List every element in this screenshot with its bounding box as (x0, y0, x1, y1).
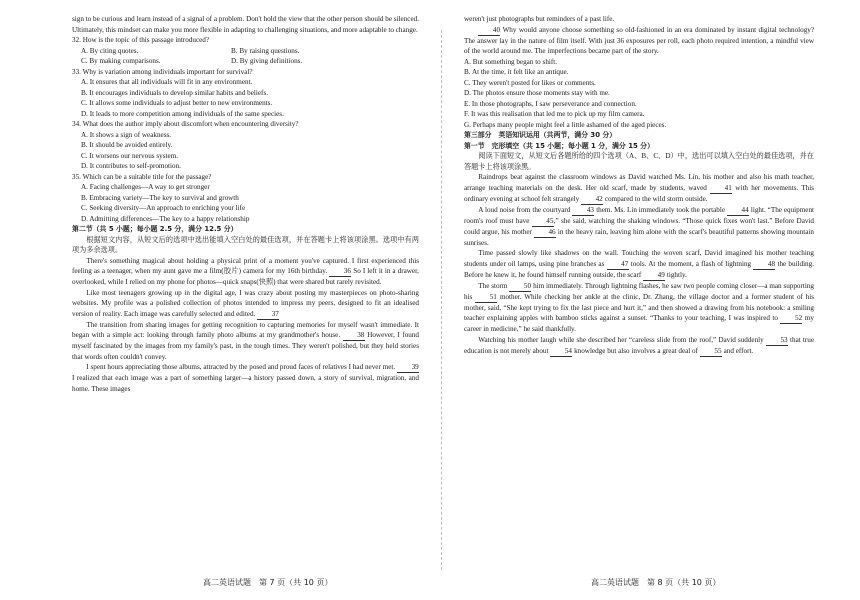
option: C. By making comparisons. (81, 57, 161, 65)
option: D. By giving definitions. (231, 57, 303, 65)
option: C. It worsens our nervous system. (81, 151, 178, 160)
option-f: F. It was this realisation that led me to pick up my film camera. (464, 110, 645, 118)
blank-48: 48 (753, 260, 775, 270)
option: C. It allows some individuals to adjust better to new environments. (81, 99, 273, 107)
left-column (72, 14, 419, 394)
blank-41: 41 (710, 184, 732, 194)
passage-paragraph: I spent hours appreciating those albums, attracted by the posed and proud faces of relatives I had never met. 39 I realized that each image was a part of something larger—a history passed down, a story of survival, migration, and home. These images (72, 363, 419, 393)
option: D. Admitting differences—The key to a happy relationship (81, 214, 250, 223)
option-e: E. In those photographs, I saw perseverance and connection. (464, 99, 637, 108)
blank-39: 39 (397, 363, 419, 373)
blank-55: 55 (700, 347, 722, 357)
section-1-instructions: 阅读下面短文，从短文后各题所给的四个选项（A、B、C、D）中，选出可以填入空白处的最佳选项，并在答题卡上将该项涂黑。 (464, 152, 814, 171)
cloze-paragraph: Time passed slowly like shadows on the wall. Touching the woven scarf, David imagined his mother teaching students under oil lamps, using pine branches as 47 tools. At the moment, a flash of lightning 48 the building. Before he knew it, he found himself running outside, the scarf 49 tightly. (464, 249, 814, 279)
blank-43: 43 (572, 206, 594, 216)
passage-continuation: sign to be curious and learn instead of a signal of a problem. Don't hold the view that the other person should be silenced. Ultimately, this mindset can make you more flexible in adapting to challenging situations, and more adaptable to change. (72, 15, 419, 34)
question-32: 32. How is the topic of this passage introduced? (72, 36, 210, 44)
blank-45: 45 (532, 217, 554, 227)
blank-44: 44 (727, 206, 749, 216)
blank-51: 51 (475, 293, 497, 303)
section-2-instructions: 根据短文内容，从短文后的选项中选出能填入空白处的最佳选项，并在答题卡上将该项涂黑。选项中有两项为多余选项。 (72, 235, 419, 254)
cloze-paragraph: Raindrops beat against the classroom windows as David watched Ms. Lin, his mother and also his math teacher, arrange teaching materials on the desk. Her old scarf, made by students, waved 41 with her movements. This ordinary evening at school felt strangely 42 compared to the wild storm outside. (464, 173, 814, 203)
option: B. It should be avoided entirely. (81, 141, 173, 149)
part-3-title: 第三部分 英语知识运用（共两节，满分 30 分） (464, 131, 617, 139)
page-footer-right: 高二英语试题 第 8 页（共 10 页） (591, 578, 721, 587)
passage-continuation: weren't just photographs but reminders of a past life. (464, 15, 615, 23)
question-33: 33. Why is variation among individuals important for survival? (72, 67, 253, 76)
question-35: 35. Which can be a suitable title for the passage? (72, 172, 212, 181)
option-b: B. At the time, it felt like an antique. (464, 68, 569, 76)
question-34: 34. What does the author imply about discomfort when encountering diversity? (72, 120, 299, 128)
blank-47: 47 (607, 260, 629, 270)
option-g: G. Perhaps many people might feel a little ashamed of the aged pieces. (464, 120, 667, 129)
option: A. It ensures that all individuals will fit in any environment. (81, 78, 253, 86)
passage-paragraph: 40 Why would anyone choose something so old-fashioned in an era dominated by instant digital technology? The answer lay in the nature of film itself. With just 36 exposures per roll, each photo required intention, a mindful view of the world around me. The imperfections became part of the story. (464, 25, 815, 55)
passage-paragraph: There's something magical about holding a physical print of a moment you've captured. I first experienced this feeling as a teenager, when my aunt gave me a film(胶片) camera for my 16th birthday. 36 So I left it in a drawer, overlooked, while I relied on my phone for photos—quick snaps(快照) that were shared but rarely revisited. (72, 256, 419, 286)
section-1-title: 第一节 完形填空（共 15 小题；每小题 1 分，满分 15 分） (464, 141, 654, 150)
cloze-paragraph: Watching his mother laugh while she described her “careless slide from the roof,” David suddenly 53 that true education is not merely about 54 knowledge but also involves a great deal of 55 and effort. (464, 335, 814, 355)
option-c: C. They weren't posted for likes or comments. (464, 78, 596, 87)
option-d: D. The photos ensure those moments stay with me. (464, 89, 610, 97)
passage-paragraph: The transition from sharing images for getting recognition to capturing memories for myself wasn't immediate. It began with a simple act: looking through family photo albums at my grandmother's house. 38 However, I found myself fascinated by the images from my family's past, in the tough times. They weren't polished, but they held stories that words often couldn't convey. (72, 320, 419, 361)
blank-40: 40 (478, 26, 500, 36)
blank-50: 50 (509, 282, 531, 292)
option: D. It contributes to self-promotion. (81, 162, 181, 170)
blank-38: 38 (343, 331, 365, 341)
option: B. Embracing variety—The key to survival and growth (81, 193, 239, 202)
blank-52: 52 (780, 314, 802, 324)
blank-42: 42 (581, 195, 603, 205)
section-2-title: 第二节（共 5 小题；每小题 2.5 分，满分 12.5 分） (72, 225, 238, 233)
cloze-paragraph: A loud noise from the courtyard 43 them. Ms. Lin immediately took the portable 44 light. “The equipment room's roof must have 45,” she said, watching the shaking windows. “Those quick fixes won't last.” Before David could argue, his mother 46 in the heavy rain, leaving him alone with the scarf's beautiful patterns showing mountain sunrises. (464, 205, 814, 247)
option: B. It encourages individuals to develop similar habits and beliefs. (81, 88, 269, 97)
blank-36: 36 (329, 267, 351, 277)
passage-paragraph: Like most teenagers growing up in the digital age, I was crazy about posting my masterpieces on photo-sharing websites. My profile was a polished collection of photos intended to impress my peers, designed to fit an idealised version of reality. Each image was carefully selected and edited. 37 (72, 288, 419, 318)
option: A. Facing challenges—A way to get stronger (81, 183, 210, 191)
option: C. Seeking diversity—An approach to enriching your life (81, 204, 246, 212)
option: A. By citing quotes. (81, 46, 139, 55)
blank-53: 53 (766, 336, 788, 346)
q32-options-row1 (72, 46, 419, 57)
option: B. By raising questions. (231, 46, 300, 55)
blank-37: 37 (257, 310, 279, 320)
blank-49: 49 (643, 271, 665, 281)
blank-54: 54 (550, 347, 572, 357)
option-a: A. But something began to shift. (464, 57, 558, 66)
cloze-paragraph: The storm 50 him immediately. Through lightning flashes, he saw two people coming closer—a man supporting his 51 mother. While checking her ankle at the clinic, Dr. Zhang, the village doctor and a former student of his mother, said, “She kept trying to fix the last piece and hurt it,” and then showed a drawing from his notebook: a smiling teacher explaining apples with bamboo sticks against a sunset. “Thanks to your teaching, I was inspired to 52 my career in medicine,” he said thankfully. (464, 281, 815, 333)
column-divider (441, 30, 442, 570)
option: D. It leads to more competition among individuals of the same species. (81, 109, 284, 118)
page-footer-left: 高二英语试题 第 7 页（共 10 页） (203, 578, 333, 587)
right-column (464, 14, 814, 357)
option: A. It shows a sign of weakness. (81, 130, 172, 139)
blank-46: 46 (534, 228, 556, 238)
q32-options-row2 (72, 56, 419, 67)
